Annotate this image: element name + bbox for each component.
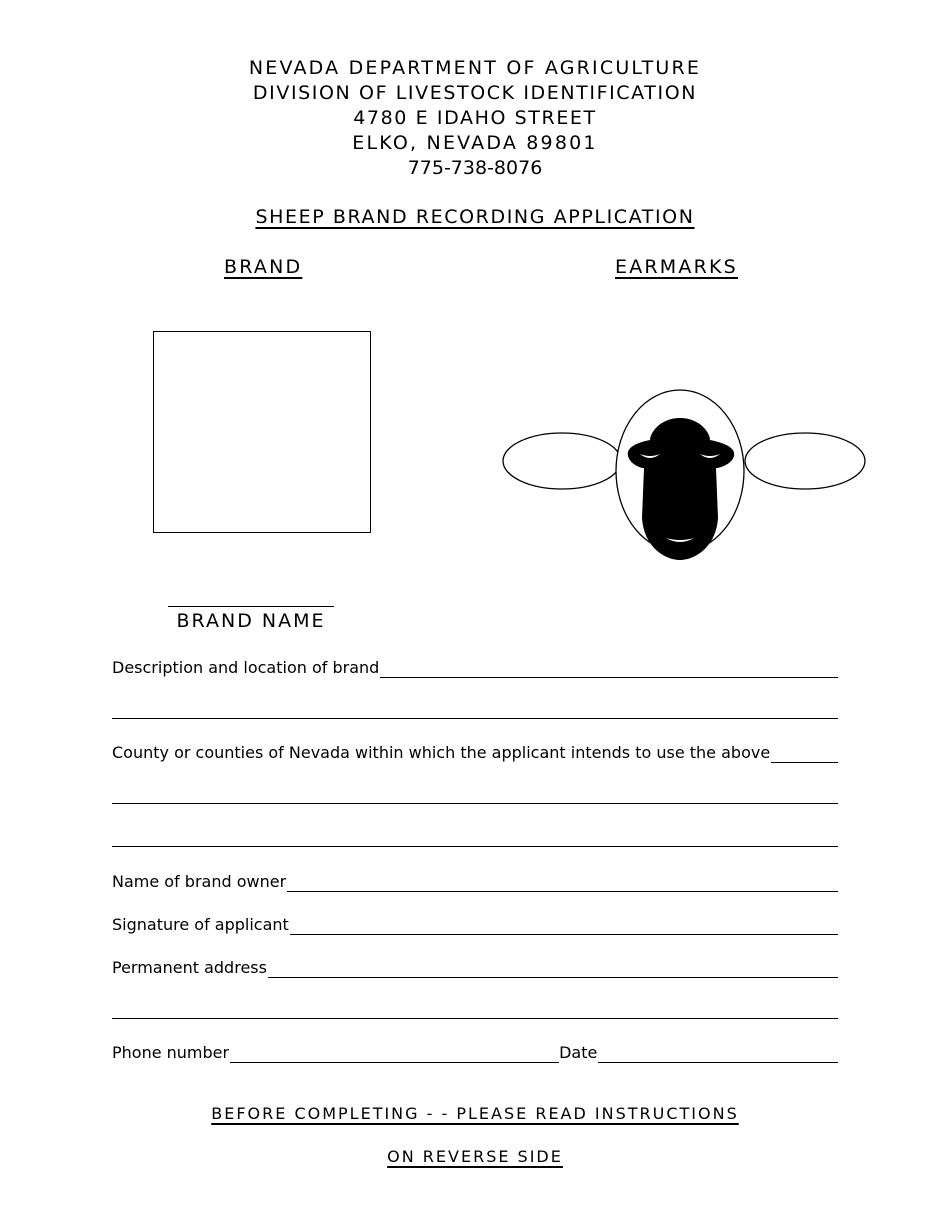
counties-row: [112, 739, 838, 763]
signature-field[interactable]: [290, 914, 838, 935]
agency-header: [0, 56, 950, 181]
earmarks-heading: EARMARKS: [615, 256, 738, 278]
date-field[interactable]: [598, 1042, 838, 1063]
brand-name-input-line[interactable]: [168, 606, 334, 607]
brand-name-label: BRAND NAME: [176, 610, 326, 632]
header-department: NEVADA DEPARTMENT OF AGRICULTURE: [248, 57, 702, 79]
left-ear[interactable]: [503, 433, 621, 489]
counties-field[interactable]: [771, 742, 838, 763]
owner-label: Name of brand owner: [112, 872, 287, 891]
counties-label: County or counties of Nevada within which the applicant intends to use the above: [112, 743, 771, 762]
description-field[interactable]: [380, 657, 838, 678]
address-field-line2[interactable]: [112, 1018, 838, 1019]
header-phone: 775-738-8076: [407, 157, 543, 179]
signature-label: Signature of applicant: [112, 915, 289, 934]
right-ear[interactable]: [745, 433, 865, 489]
address-row: [112, 954, 838, 978]
phone-field[interactable]: [230, 1042, 559, 1063]
sheep-head-diagram[interactable]: [500, 388, 870, 563]
phone-date-row: [112, 1039, 838, 1063]
description-label: Description and location of brand: [112, 658, 380, 677]
owner-field[interactable]: [287, 871, 838, 892]
counties-field-line2[interactable]: [112, 803, 838, 804]
counties-field-line3[interactable]: [112, 846, 838, 847]
date-label: Date: [559, 1043, 598, 1062]
phone-label: Phone number: [112, 1043, 230, 1062]
header-street: 4780 E IDAHO STREET: [353, 107, 597, 129]
signature-row: [112, 911, 838, 935]
address-label: Permanent address: [112, 958, 267, 977]
description-field-line2[interactable]: [112, 718, 838, 719]
owner-row: [112, 868, 838, 892]
form-title: SHEEP BRAND RECORDING APPLICATION: [255, 206, 695, 228]
header-city: ELKO, NEVADA 89801: [352, 132, 598, 154]
brand-heading: BRAND: [224, 256, 303, 278]
address-field[interactable]: [268, 957, 838, 978]
brand-drawing-box[interactable]: [153, 331, 371, 533]
header-division: DIVISION OF LIVESTOCK IDENTIFICATION: [252, 82, 698, 104]
description-row: [112, 654, 838, 678]
footer-reverse-side: ON REVERSE SIDE: [387, 1147, 563, 1166]
footer-instructions: BEFORE COMPLETING - - PLEASE READ INSTRUCTIONS: [211, 1104, 739, 1123]
